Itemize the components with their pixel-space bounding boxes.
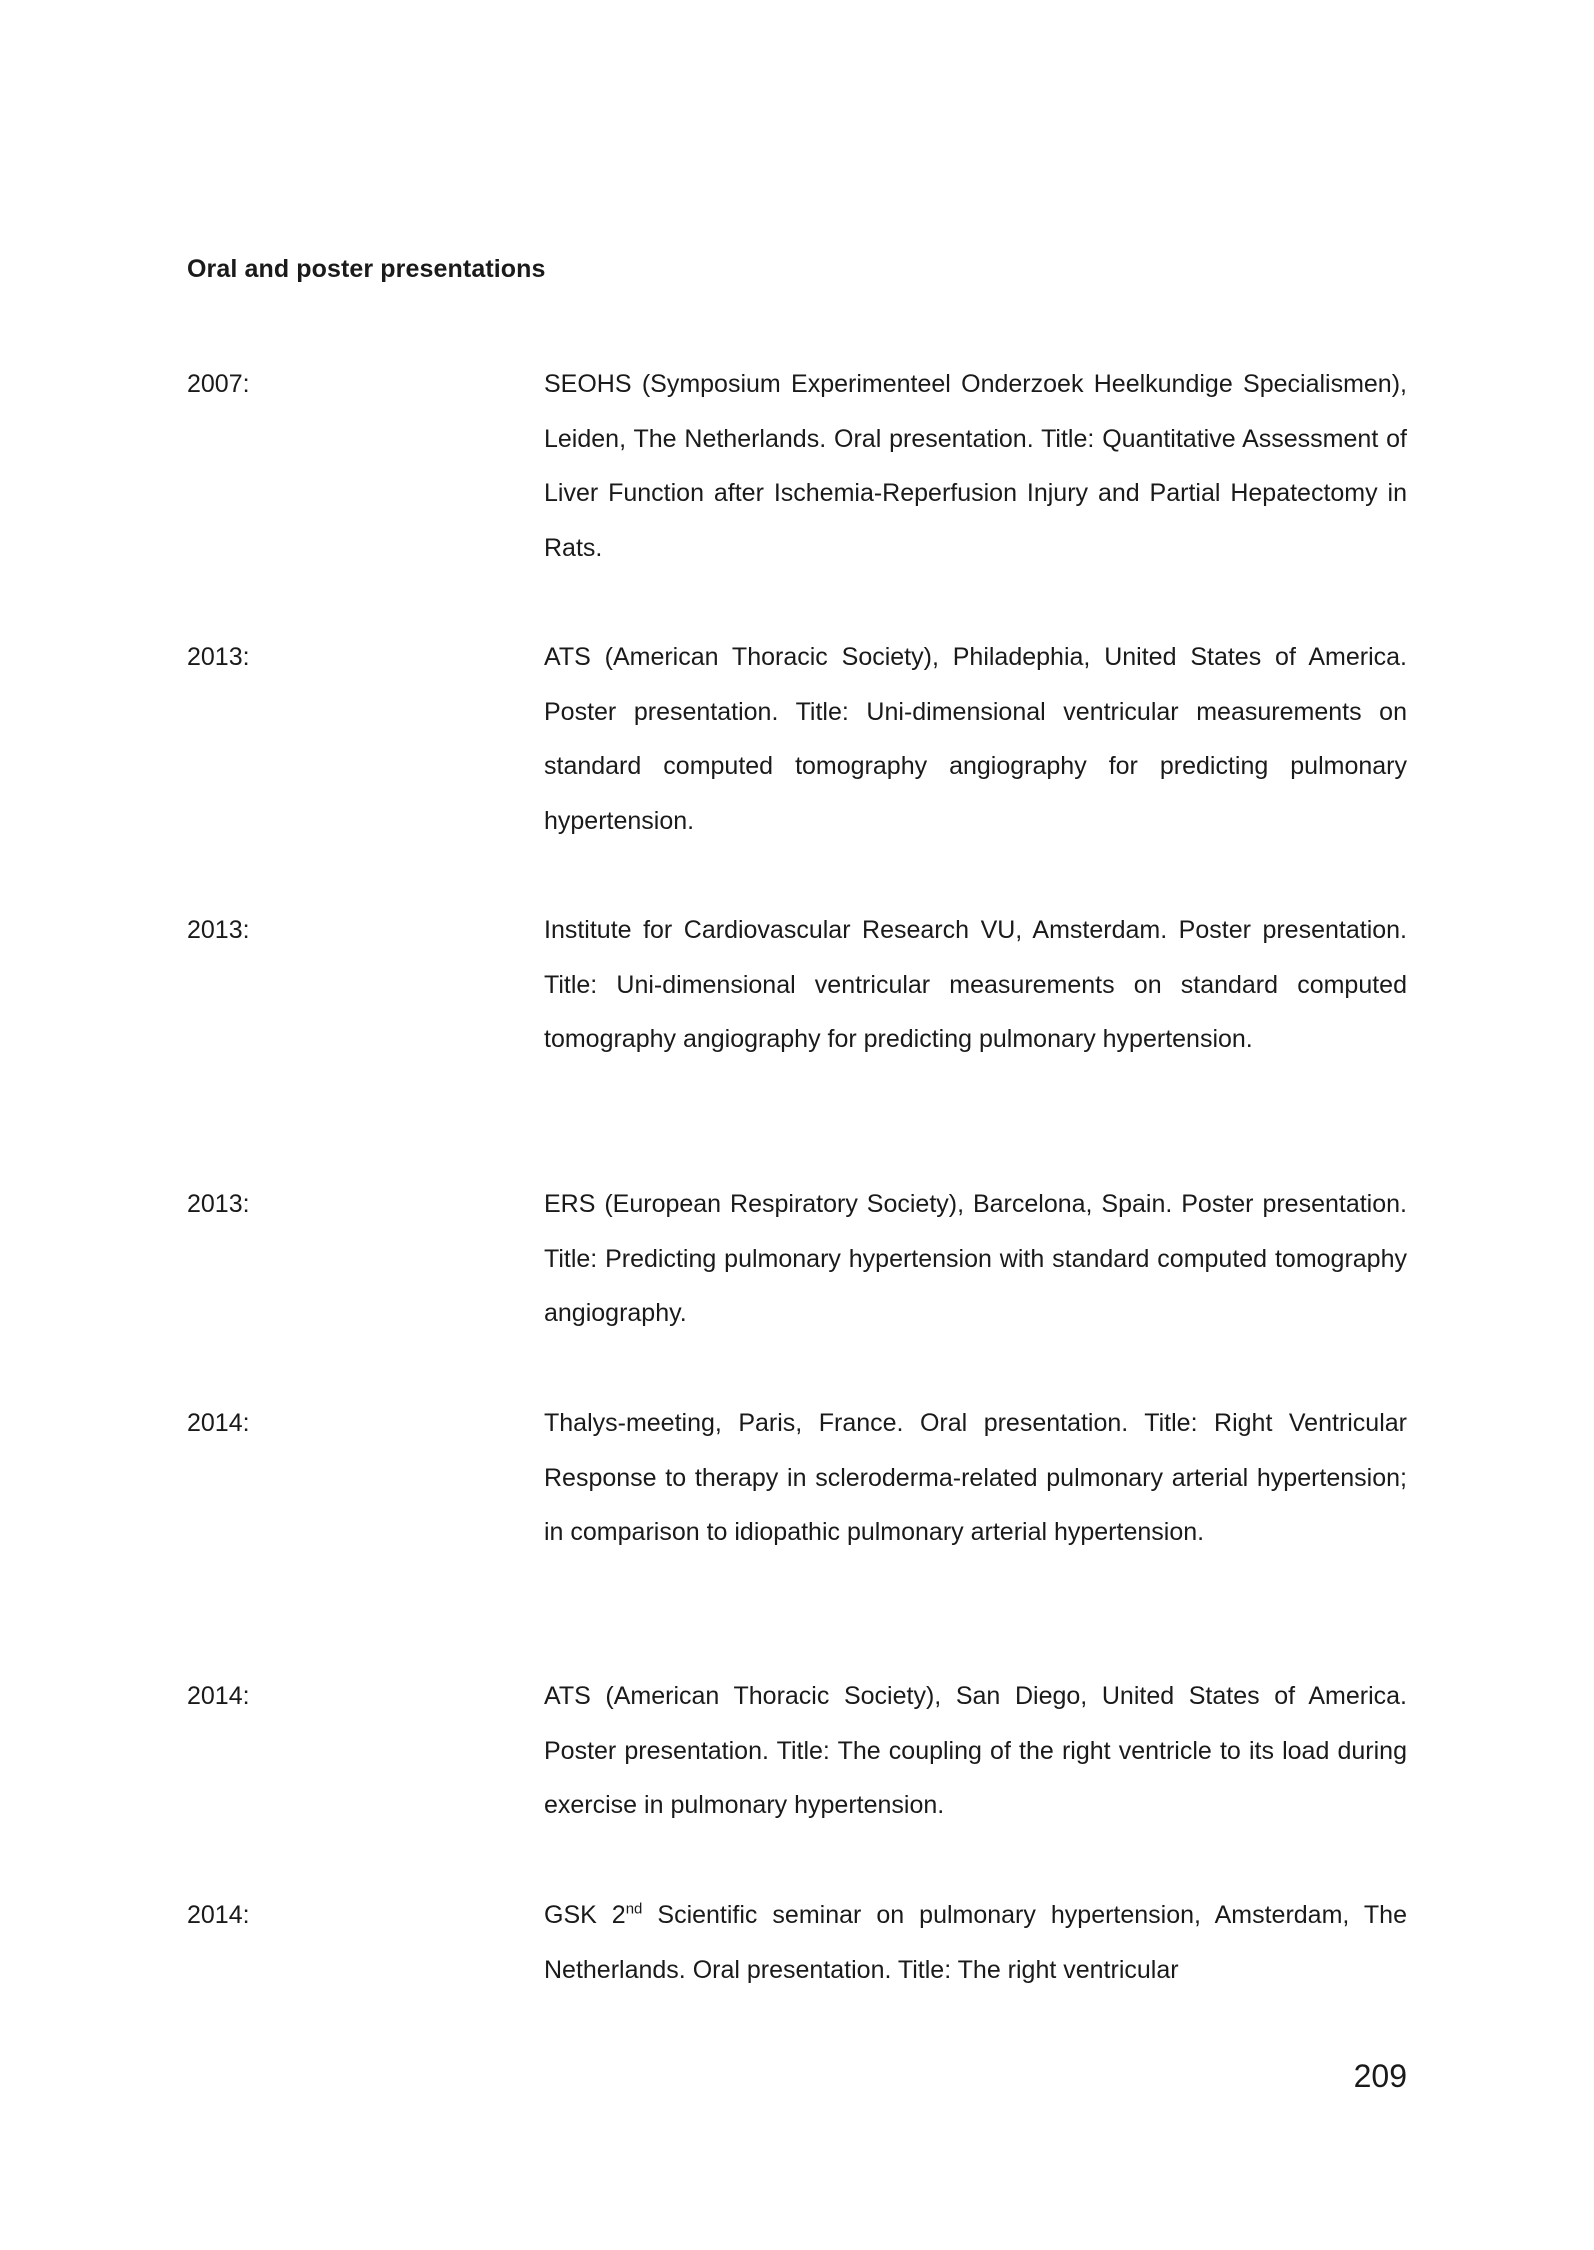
section-heading: Oral and poster presentations: [187, 255, 546, 283]
entry-description: ERS (European Respiratory Society), Barcelona, Spain. Poster presentation. Title: Predicting pulmonary hypertension with standard computed tomography angiography.: [544, 1190, 1407, 1327]
entry-description: ATS (American Thoracic Society), San Diego, United States of America. Poster presentation. Title: The coupling of the right ventricle to its load during exercise in pulmonary hypertension.: [544, 1682, 1407, 1819]
entry-year: 2014:: [187, 1409, 250, 1437]
page-number: 209: [1353, 2058, 1407, 2094]
entry-description: [544, 1888, 1407, 1997]
entry-description: ATS (American Thoracic Society), Philadephia, United States of America. Poster presentation. Title: Uni-dimensional ventricular measurements on standard computed tomography angiography for predicting pulmonary hypertension.: [544, 643, 1407, 835]
entry-year: 2014:: [187, 1901, 250, 1929]
entry-description: SEOHS (Symposium Experimenteel Onderzoek Heelkundige Specialismen), Leiden, The Netherlands. Oral presentation. Title: Quantitative Assessment of Liver Function after Ischemia-Reperfusion Injury and Partial Hepatectomy in Rats.: [544, 370, 1407, 562]
ordinal-superscript: nd: [625, 1900, 643, 1918]
entry-year: 2013:: [187, 643, 250, 671]
entry-year: 2013:: [187, 1190, 250, 1218]
entry-year: 2007:: [187, 370, 250, 398]
entry-year: 2014:: [187, 1682, 250, 1710]
entry-year: 2013:: [187, 916, 250, 944]
entry-description: Institute for Cardiovascular Research VU, Amsterdam. Poster presentation. Title: Uni-dimensional ventricular measurements on standard computed tomography angiography for predicting pulmonary hypertension.: [544, 916, 1407, 1053]
entry-description: Thalys-meeting, Paris, France. Oral presentation. Title: Right Ventricular Response to therapy in scleroderma-related pulmonary arterial hypertension; in comparison to idiopathic pulmonary arterial hypertension.: [544, 1409, 1407, 1546]
entry-text-start: GSK 2: [544, 1901, 626, 1929]
entry-text-rest: Scientific seminar on pulmonary hypertension, Amsterdam, The Netherlands. Oral presentation. Title: The right ventricular: [544, 1901, 1407, 1984]
